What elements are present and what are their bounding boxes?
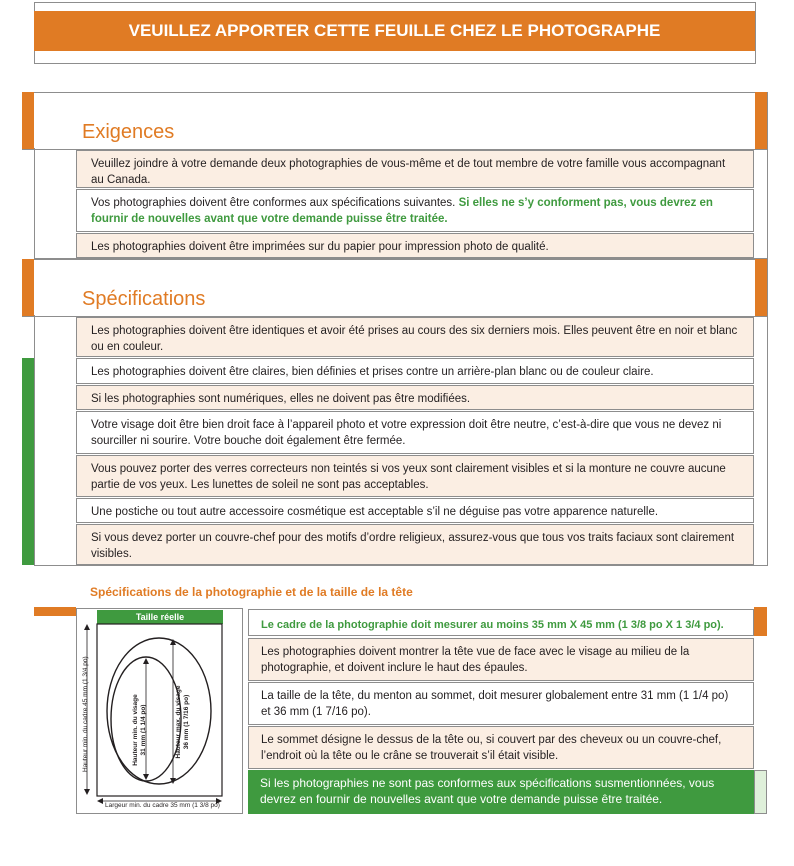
exigences-row-3 [76,233,754,258]
spec-row-2-text: Les photographies doivent être claires, bien définies et prises contre un arrière-plan blanc ou de couleur claire. [91,366,654,378]
spec-row-4-text: Votre visage doit être bien droit face à l’appareil photo et votre expression doit être neutre, c’est-à-dire que vous ne devez ni sourciller ni sourire. Votre bouche doit également être fermée. [91,419,722,447]
banner [34,11,755,51]
photo-row-5 [248,770,754,814]
photo-size-diagram [76,608,243,814]
exigences-row-2-highlight: Si elles ne s’y conforment pas, vous devrez en fournir de nouvelles avant que votre demande puisse être traitée. [91,197,713,225]
photo-spec-subheading: Spécifications de la photographie et de la taille de la tête [90,585,413,599]
photo-spec-orange-bar-right [754,607,767,636]
diagram-face-max-text: Hauteur max. du visage 36 mm (1 7/16 po) [175,685,190,759]
spec-row-1 [76,317,754,357]
photo-row-5-text: Si les photographies ne sont pas conformes aux spécifications susmentionnées, vous devrez en fournir de nouvelles avant que votre demande puisse être traitée. [260,776,715,806]
spec-left-bar [22,259,34,316]
photo-row-2-text: Les photographies doivent montrer la tête vue de face avec le visage au milieu de la photographie, et doivent inclure le haut des épaules. [261,646,690,674]
photo-row-3 [248,682,754,725]
diagram-width-label: Largeur min. du cadre 35 mm (1 3/8 po) [105,802,220,809]
photo-row-2 [248,638,754,681]
photo-spec-orange-line-left [34,607,76,616]
spec-row-6 [76,498,754,523]
photo-row-1-text: Le cadre de la photographie doit mesurer au moins 35 mm X 45 mm (1 3/8 po X 1 3/4 po). [261,619,724,631]
spec-row-4 [76,411,754,454]
exigences-row-3-text: Les photographies doivent être imprimées sur du papier pour impression photo de qualité. [91,241,549,253]
exigences-row-1-text: Veuillez joindre à votre demande deux photographies de vous-même et de tout membre de votre famille vous accompagnant au Canada. [91,158,726,186]
exigences-row-2-text: Vos photographies doivent être conformes aux spécifications suivantes. [91,197,459,209]
exigences-left-bar [22,92,34,149]
exigences-row-2 [76,189,754,232]
spec-row-2 [76,358,754,384]
spec-heading: Spécifications [82,288,206,310]
exigences-row-1 [76,150,754,188]
photo-row-3-text: La taille de la tête, du menton au sommet, doit mesurer globalement entre 31 mm (1 1/4 po) et 36 mm (1 7/16 po). [261,690,729,718]
photo-row-1 [248,609,754,636]
exigences-right-bar [755,92,767,149]
spec-row-7-text: Si vous devez porter un couvre-chef pour des motifs d’ordre religieux, assurez-vous que tous vos traits faciaux sont clairement visibles. [91,532,735,560]
spec-row-3-text: Si les photographies sont numériques, elles ne doivent pas être modifiées. [91,393,471,405]
spec-green-bar [22,358,34,565]
spec-row-3 [76,385,754,410]
diagram-face-max-label [175,684,191,760]
diagram-height-label: Hauteur min. du cadre 45 mm (1 3/4 po) [82,656,89,772]
diagram-face-min-text: Hauteur min. du visage 31 mm (1 1/4 po) [132,694,147,766]
photo-row-4 [248,726,754,769]
spec-right-bar [755,259,767,316]
diagram-title: Taille réelle [135,612,185,622]
photo-row-5-end [754,770,767,814]
spec-row-5 [76,455,754,497]
diagram-face-min-label [132,690,148,770]
spec-row-6-text: Une postiche ou tout autre accessoire cosmétique est acceptable s’il ne déguise pas votre apparence naturelle. [91,506,659,518]
photo-row-4-text: Le sommet désigne le dessus de la tête ou, si couvert par des cheveux ou un couvre-chef, l’endroit où la tête ou le crâne se trouverait s’il était visible. [261,734,722,762]
spec-row-5-text: Vous pouvez porter des verres correcteurs non teintés si vos yeux sont clairement visibles et si la monture ne couvre aucune partie de vos yeux. Les lunettes de soleil ne sont pas acceptables. [91,463,726,491]
spec-row-1-text: Les photographies doivent être identiques et avoir été prises au cours des six derniers mois. Elles peuvent être en noir et blanc ou en couleur. [91,325,738,353]
exigences-heading: Exigences [82,121,175,143]
banner-title: VEUILLEZ APPORTER CETTE FEUILLE CHEZ LE PHOTOGRAPHE [128,21,661,40]
spec-row-7 [76,524,754,565]
